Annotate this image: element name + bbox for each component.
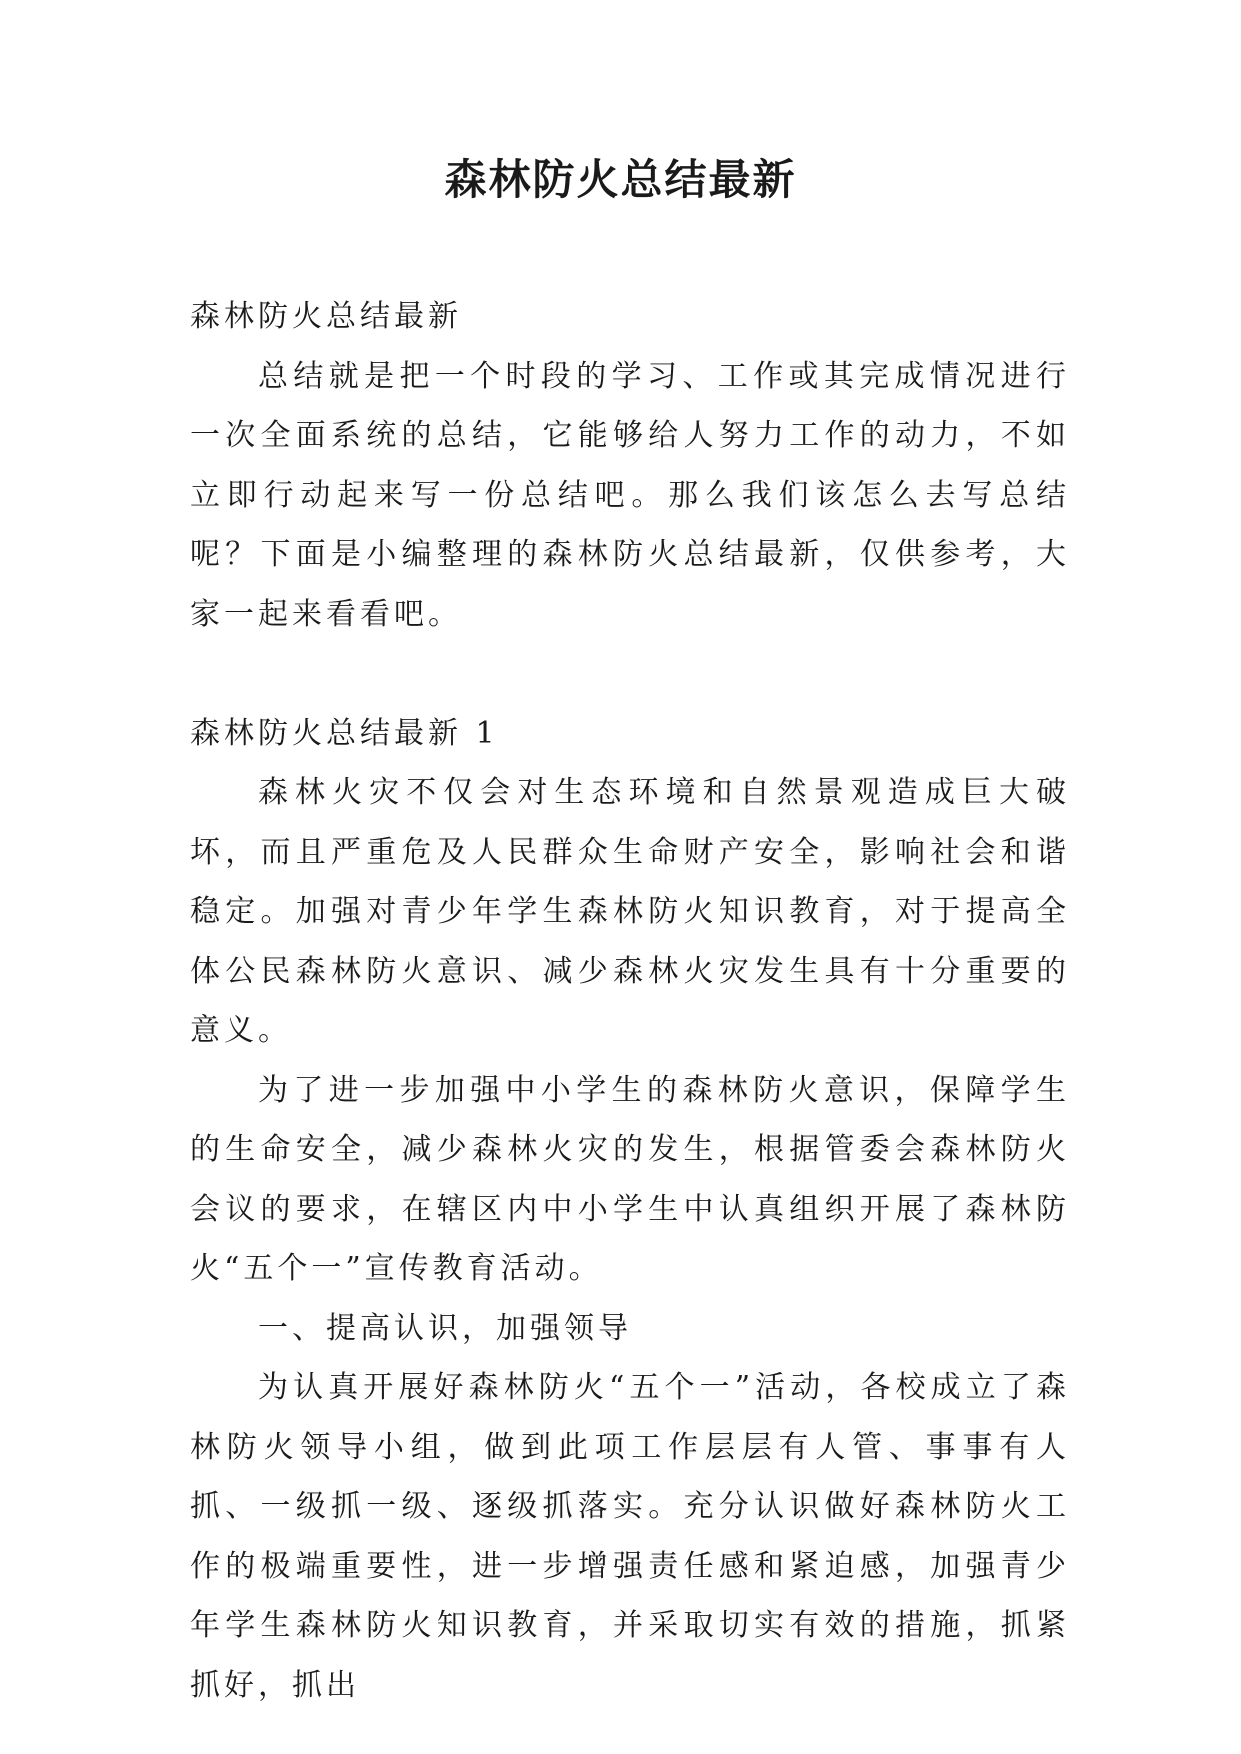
document-body [190, 287, 1070, 1715]
subsection-heading: 一、提高认识，加强领导 [258, 1310, 632, 1346]
paragraph-spacer [190, 644, 1070, 704]
section-heading: 森林防火总结最新 1 [190, 715, 499, 751]
body-paragraph-3: 为认真开展好森林防火“五个一”活动，各校成立了森林防火领导小组，做到此项工作层层有人管、事事有人抓、一级抓一级、逐级抓落实。充分认识做好森林防火工作的极端重要性，进一步增强责任感和紧迫感，加强青少年学生森林防火知识教育，并采取切实有效的措施，抓紧抓好，抓出 [190, 1370, 1070, 1703]
subtitle-line: 森林防火总结最新 [190, 299, 462, 334]
body-paragraph-1: 森林火灾不仅会对生态环境和自然景观造成巨大破坏，而且严重危及人民群众生命财产安全，影响社会和谐稳定。加强对青少年学生森林防火知识教育，对于提高全体公民森林防火意识、减少森林火灾发生具有十分重要的意义。 [190, 775, 1070, 1048]
body-paragraph-2: 为了进一步加强中小学生的森林防火意识，保障学生的生命安全，减少森林火灾的发生，根据管委会森林防火会议的要求，在辖区内中小学生中认真组织开展了森林防火“五个一”宣传教育活动。 [190, 1072, 1070, 1286]
intro-paragraph: 总结就是把一个时段的学习、工作或其完成情况进行一次全面系统的总结，它能够给人努力工作的动力，不如立即行动起来写一份总结吧。那么我们该怎么去写总结呢？下面是小编整理的森林防火总结最新，仅供参考，大家一起来看看吧。 [190, 358, 1070, 632]
document-title: 森林防火总结最新 [444, 155, 797, 204]
